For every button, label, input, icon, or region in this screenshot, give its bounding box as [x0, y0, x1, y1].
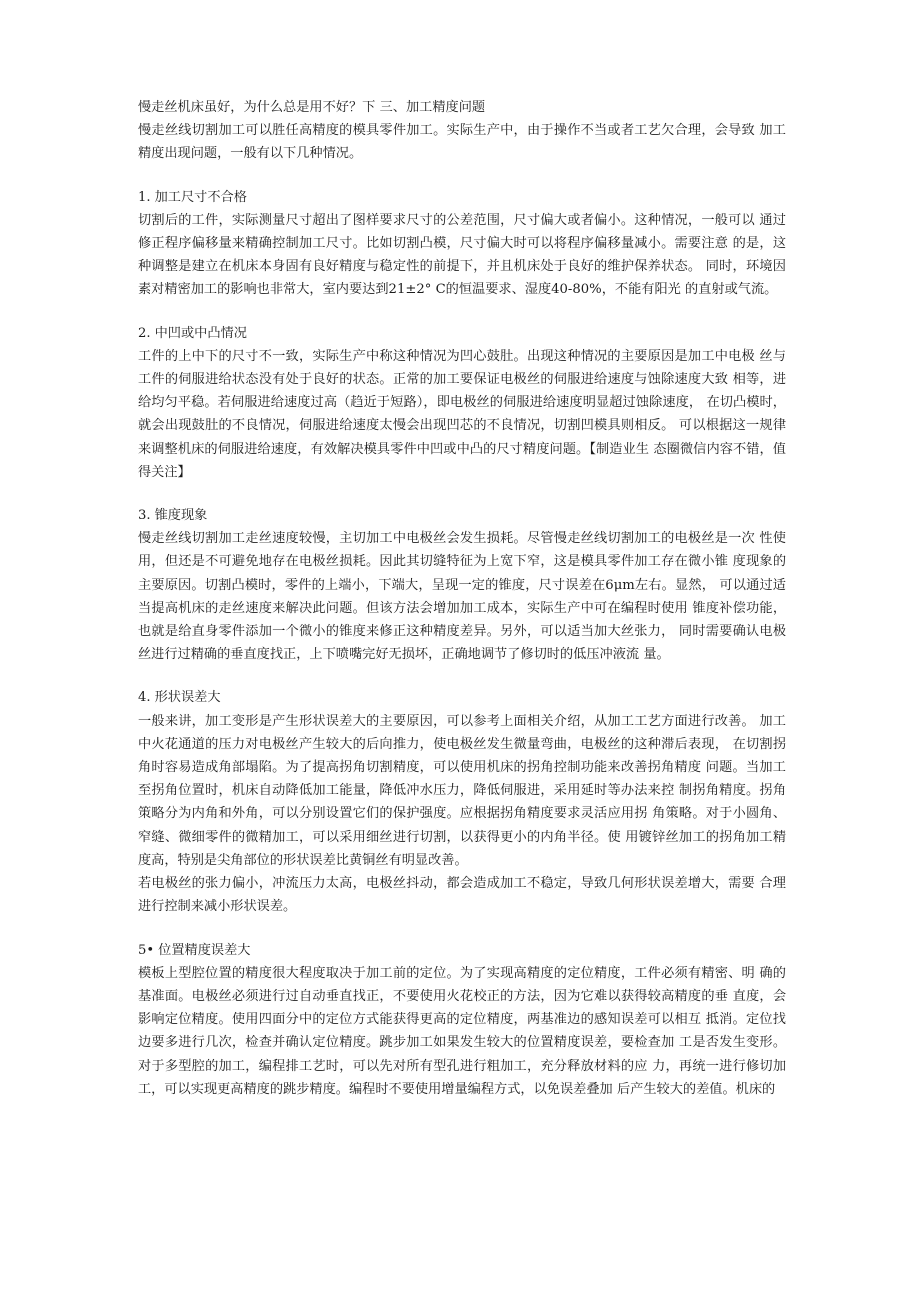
- section-paragraph: 一般来讲，加工变形是产生形状误差大的主要原因，可以参考上面相关介绍，从加工工艺方面进行改善。 加工中火花通道的压力对电极丝产生较大的后向推力，使电极丝发生微量弯曲，电极丝的这种滞后表现， 在切割拐角时容易造成角部塌陷。为了提高拐角切割精度，可以使用机床的拐角控制功能来改善拐角精度 问题。当加工至拐角位置时，机床自动降低加工能量，降低冲水压力，降低伺服进，采用延时等办法来控 制拐角精度。拐角策略分为内角和外角，可以分别设置它们的保护强度。应根据拐角精度要求灵活应用拐 角策略。对于小圆角、窄缝、微细零件的微精加工，可以采用细丝进行切割，以获得更小的内角半径。使 用镀锌丝加工的拐角加工精度高，特别是尖角部位的形状误差比黄铜丝有明显改善。: [138, 713, 786, 868]
- section-heading: [138, 322, 786, 345]
- section-concave-convex: [138, 322, 786, 484]
- section-dimension-error: [138, 186, 786, 302]
- section-paragraph: 切割后的工件，实际测量尺寸超出了图样要求尺寸的公差范围，尺寸偏大或者偏小。这种情况，一般可以 通过修正程序偏移量来精确控制加工尺寸。比如切割凸模，尺寸偏大时可以将程序偏移量减小。需要注意 的是，这种调整是建立在机床本身固有良好精度与稳定性的前提下，并且机床处于良好的维护保养状态。 同时，环境因素对精密加工的影响也非常大，室内要达到21±2° C的恒温要求、湿度40-80%，不能有阳光 的直射或气流。: [138, 212, 786, 298]
- section-heading: [138, 686, 786, 709]
- section-paragraph: 若电极丝的张力偏小，冲流压力太高，电极丝抖动，都会造成加工不稳定，导致几何形状误差增大，需要 合理进行控制来减小形状误差。: [138, 876, 786, 915]
- section-title: 中凹或中凸情况: [154, 325, 247, 341]
- section-paragraph: 工件的上中下的尺寸不一致，实际生产中称这种情况为凹心鼓肚。出现这种情况的主要原因是加工中电极 丝与工件的伺服进给状态没有处于良好的状态。正常的加工要保证电极丝的伺服进给速度与蚀除速度大致 相等，进给均匀平稳。若伺服进给速度过高（趋近于短路），即电极丝的伺服进给速度明显超过蚀除速度， 在切凸模时，就会出现鼓肚的不良情况，伺服进给速度太慢会出现凹芯的不良情况，切割凹模具则相反。 可以根据这一规律来调整机床的伺服进给速度，有效解决模具零件中凹或中凸的尺寸精度问题。【制造业生 态圈微信内容不错，值得关注】: [138, 348, 786, 480]
- section-title: 锥度现象: [154, 508, 208, 524]
- section-number: 3.: [138, 508, 151, 524]
- section-paragraph: 模板上型腔位置的精度很大程度取决于加工前的定位。为了实现高精度的定位精度，工件必须有精密、明 确的基准面。电极丝必须进行过自动垂直找正，不要使用火花校正的方法，因为它难以获得较高精度的垂 直度，会影响定位精度。使用四面分中的定位方式能获得更高的定位精度，两基准边的感知误差可以相互 抵消。定位找边要多进行几次，检查并确认定位精度。跳步加工如果发生较大的位置精度误差，要检查加 工是否发生变形。对于多型腔的加工，编程排工艺时，可以先对所有型孔进行粗加工，充分释放材料的应 力，再统一进行修切加工，可以实现更高精度的跳步精度。编程时不要使用增量编程方式，以免误差叠加 后产生较大的差值。机床的: [138, 965, 786, 1097]
- section-heading: [138, 939, 786, 962]
- section-heading: [138, 504, 786, 527]
- section-number: 2.: [138, 325, 151, 341]
- section-number: 4.: [138, 690, 151, 706]
- document-page: [138, 96, 786, 1101]
- document-title-line: 慢走丝机床虽好，为什么总是用不好？下 三、加工精度问题: [138, 100, 486, 115]
- section-shape-error: [138, 686, 786, 918]
- section-title: 形状误差大: [154, 690, 221, 706]
- section-number: 5•: [138, 942, 155, 958]
- section-title: 加工尺寸不合格: [154, 189, 247, 205]
- section-position-error: [138, 939, 786, 1101]
- section-number: 1.: [138, 189, 151, 205]
- section-title: 位置精度误差大: [158, 942, 251, 958]
- intro-paragraph: 慢走丝线切割加工可以胜任高精度的模具零件加工。实际生产中，由于操作不当或者工艺欠合理，会导致 加工精度出现问题，一般有以下几种情况。: [138, 123, 786, 162]
- section-taper: [138, 504, 786, 666]
- section-paragraph: 慢走丝线切割加工走丝速度较慢，主切加工中电极丝会发生损耗。尽管慢走丝线切割加工的电极丝是一次 性使用，但还是不可避免地存在电极丝损耗。因此其切缝特征为上宽下窄，这是模具零件加工存在微小锥 度现象的主要原因。切割凸模时，零件的上端小，下端大，呈现一定的锥度，尺寸误差在6μm左右。显然， 可以通过适当提高机床的走丝速度来解决此问题。但该方法会增加加工成本，实际生产中可在编程时使用 锥度补偿功能，也就是给直身零件添加一个微小的锥度来修正这种精度差异。另外，可以适当加大丝张力， 同时需要确认电极丝进行过精确的垂直度找正，上下喷嘴完好无损坏，正确地调节了修切时的低压冲液流 量。: [138, 531, 786, 663]
- section-heading: [138, 186, 786, 209]
